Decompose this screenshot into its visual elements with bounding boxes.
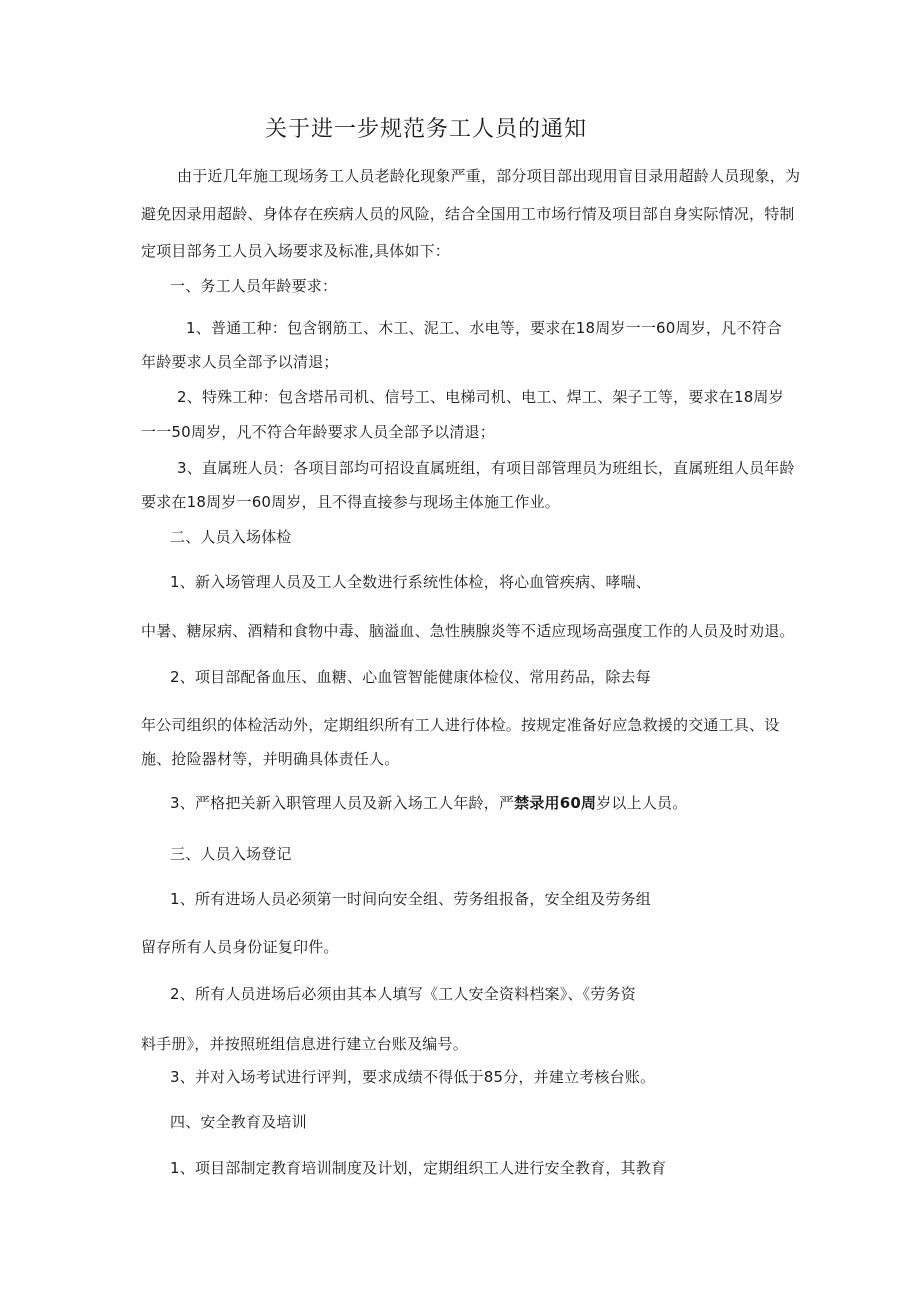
paragraph-line: 3、直属班人员：各项目部均可招设直属班组，有项目部管理员为班组长，直属班组人员年龄: [177, 459, 795, 477]
paragraph-line: 一一50周岁，凡不符合年龄要求人员全部予以清退；: [141, 423, 495, 441]
paragraph-line: 由于近几年施工现场务工人员老龄化现象严重，部分项目部出现用盲目录用超龄人员现象，为: [177, 167, 801, 185]
paragraph-line: 1、项目部制定教育培训制度及计划，定期组织工人进行安全教育，其教育: [170, 1159, 667, 1177]
paragraph-line: 中暑、糖尿病、酒精和食物中毒、脑溢血、急性胰腺炎等不适应现场高强度工作的人员及时劝退。: [141, 622, 795, 640]
paragraph-line: 留存所有人员身份证复印件。: [141, 938, 339, 956]
paragraph-line: 要求在18周岁一60周岁，且不得直接参与现场主体施工作业。: [141, 493, 560, 511]
line-segment: 3、严格把关新入职管理人员及新入场工人年龄，严: [170, 794, 515, 812]
paragraph-line: 避免因录用超龄、身体存在疾病人员的风险，结合全国用工市场行情及项目部自身实际情况，特制: [141, 205, 795, 223]
paragraph-line: 施、抢险器材等，并明确具体责任人。: [141, 750, 400, 768]
emphasis-text: 禁录用60周: [514, 794, 597, 812]
paragraph-line: 2、特殊工种：包含塔吊司机、信号工、电梯司机、电工、焊工、架子工等，要求在18周岁: [177, 388, 784, 406]
section-heading: 一、务工人员年龄要求：: [170, 277, 338, 295]
document-title: 关于进一步规范务工人员的通知: [265, 117, 588, 142]
paragraph-line: 1、普通工种：包含钢筋工、木工、泥工、水电等，要求在18周岁一一60周岁，凡不符合: [186, 319, 782, 337]
paragraph-line: 年龄要求人员全部予以清退；: [141, 353, 339, 371]
paragraph-line: 2、所有人员进场后必须由其本人填写《工人安全资料档案》、《劳务资: [170, 985, 636, 1003]
paragraph-line: 料手册》，并按照班组信息进行建立台账及编号。: [141, 1035, 468, 1053]
paragraph-line: 年公司组织的体检活动外，定期组织所有工人进行体检。按规定准备好应急救援的交通工具、设: [141, 716, 780, 734]
paragraph-line: 2、项目部配备血压、血糖、心血管智能健康体检仪、常用药品，除去每: [170, 668, 651, 686]
section-heading: 三、人员入场登记: [170, 845, 292, 863]
paragraph-line: 3、并对入场考试进行评判，要求成绩不得低于85分，并建立考核台账。: [170, 1068, 656, 1086]
paragraph-line: 1、所有进场人员必须第一时间向安全组、劳务组报备，安全组及劳务组: [170, 890, 651, 908]
paragraph-line: [170, 793, 687, 813]
section-heading: 四、安全教育及培训: [170, 1113, 307, 1131]
paragraph-line: 1、新入场管理人员及工人全数进行系统性体检，将心血管疾病、哮喘、: [170, 573, 651, 591]
paragraph-line: 定项目部务工人员入场要求及标准,具体如下：: [141, 242, 450, 260]
line-segment: 岁以上人员。: [596, 794, 688, 812]
section-heading: 二、人员入场体检: [170, 528, 292, 546]
